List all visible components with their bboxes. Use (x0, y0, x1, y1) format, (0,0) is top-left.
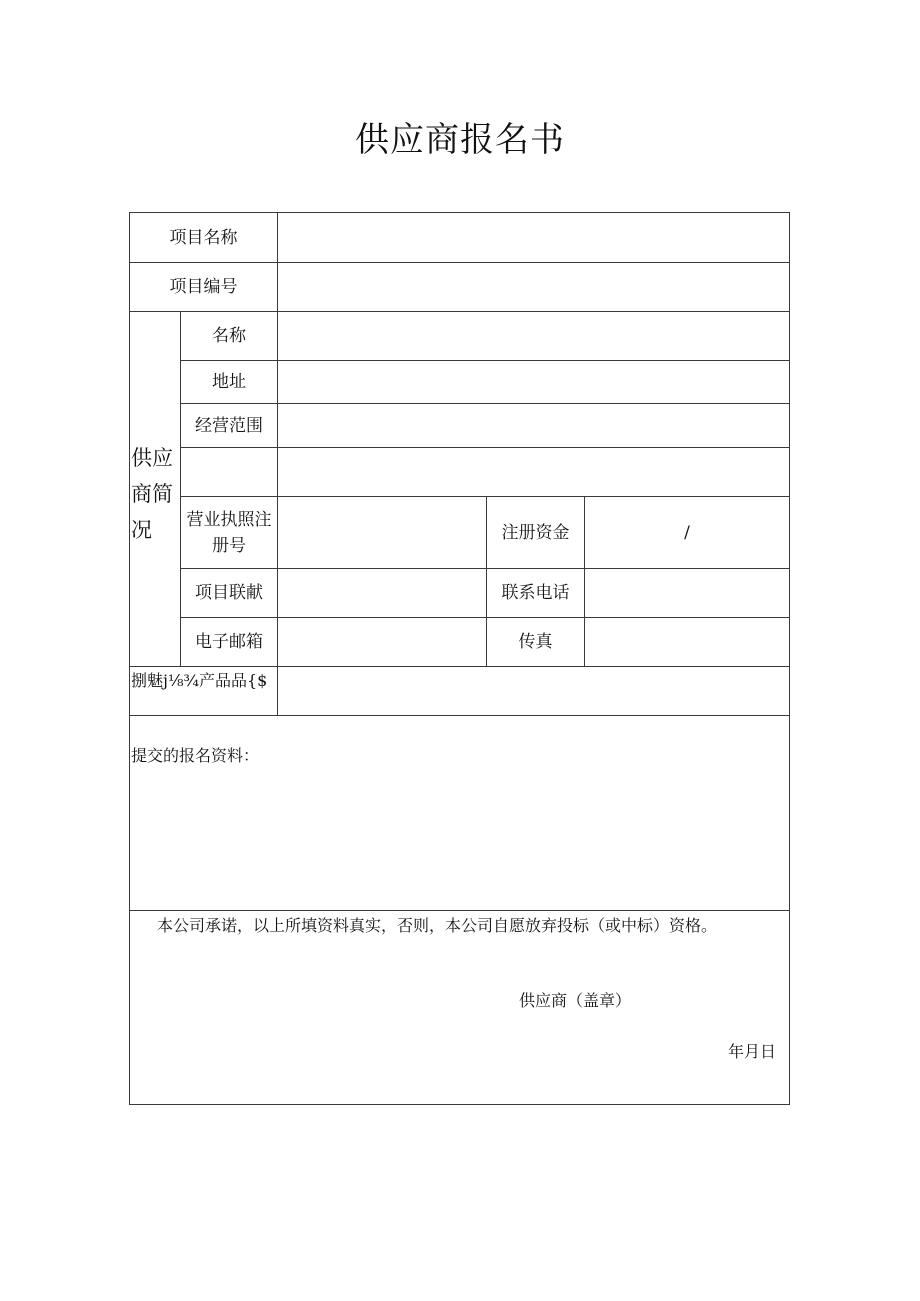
project-no-label: 项目编号 (169, 277, 238, 297)
license-no-label: 营业执照注册号 (186, 510, 272, 556)
fax-label: 传真 (518, 632, 553, 652)
email-label: 电子邮箱 (195, 632, 263, 652)
date-label: 年月日 (728, 1042, 777, 1061)
project-name-field[interactable] (278, 213, 789, 262)
fax-field[interactable] (585, 618, 789, 666)
project-contact-label: 项目联献 (195, 583, 263, 603)
email-field[interactable] (278, 618, 486, 666)
pledge-text: 本公司承诺，以上所填资料真实，否则，本公司自愿放弃投标（或中标）资格。 (157, 916, 718, 935)
table-border-bottom (129, 1104, 790, 1105)
supplier-section-label: 供应商简况 (131, 446, 173, 542)
product-label: 捌魅j⅛¾产品品{$ (131, 671, 268, 690)
materials-field[interactable] (131, 770, 787, 908)
project-no-field[interactable] (278, 263, 789, 311)
table-border-right (789, 212, 790, 1105)
document-title: 供应商报名书 (355, 120, 565, 160)
extra-field[interactable] (278, 448, 789, 496)
registered-capital-label: 注册资金 (501, 522, 570, 543)
address-label: 地址 (212, 372, 246, 392)
license-no-field[interactable] (278, 497, 486, 568)
contact-phone-field[interactable] (585, 569, 789, 617)
registered-capital-value[interactable]: / (684, 522, 690, 543)
address-field[interactable] (278, 361, 789, 403)
signature-label: 供应商（盖章） (519, 991, 632, 1010)
project-name-label: 项目名称 (169, 227, 238, 248)
project-contact-field[interactable] (278, 569, 486, 617)
contact-phone-label: 联系电话 (501, 583, 570, 603)
name-field[interactable] (278, 312, 789, 360)
name-label: 名称 (212, 326, 246, 346)
business-scope-label: 经营范围 (195, 415, 263, 436)
table-line (129, 715, 790, 716)
business-scope-field[interactable] (278, 404, 789, 447)
table-line (129, 910, 790, 911)
product-field[interactable] (278, 667, 789, 715)
table-border-left (129, 212, 130, 1105)
materials-label: 提交的报名资料： (131, 746, 260, 765)
